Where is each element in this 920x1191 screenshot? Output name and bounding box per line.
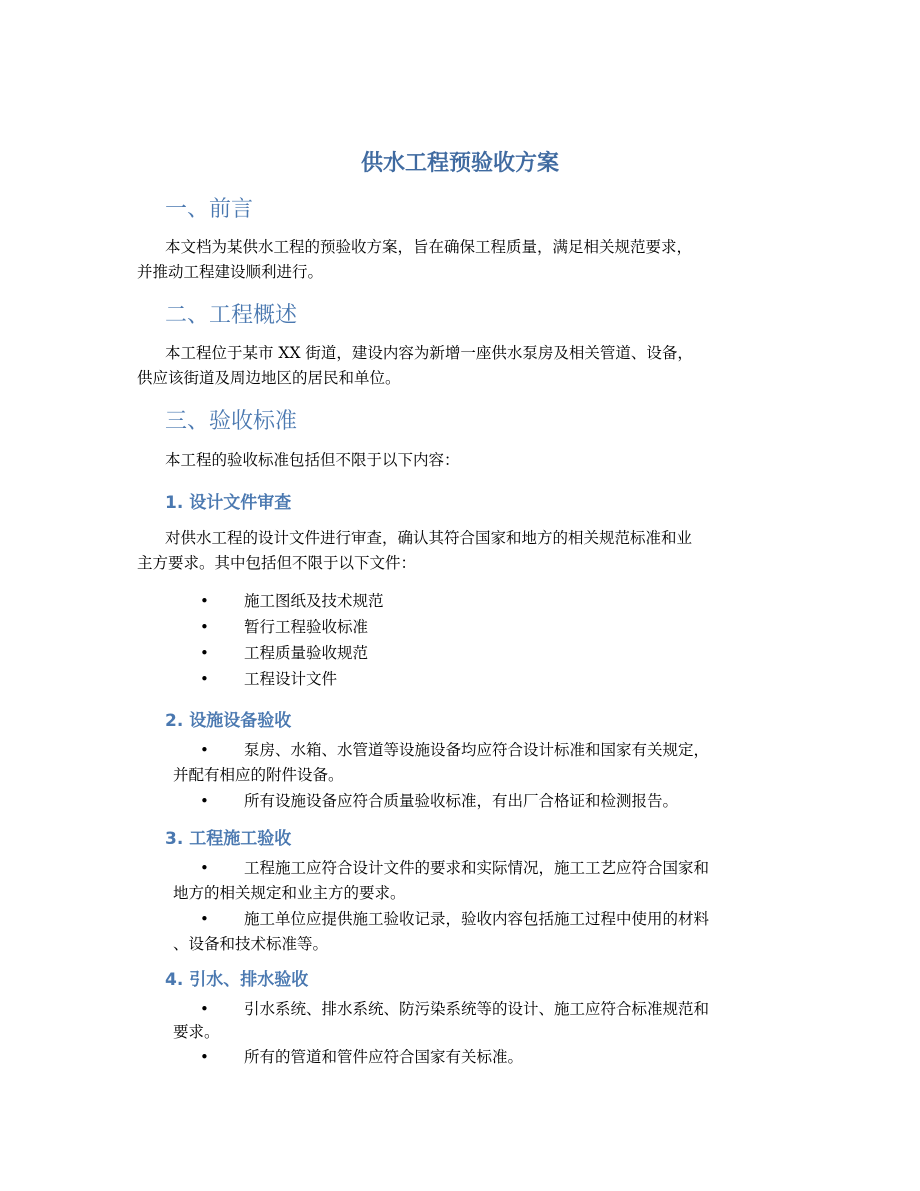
paragraph-line: 对供水工程的设计文件进行审查，确认其符合国家和地方的相关规范标准和业	[165, 529, 693, 547]
list-item: 泵房、水箱、水管道等设施设备均应符合设计标准和国家有关规定，	[244, 741, 710, 759]
paragraph-line: 主方要求。其中包括但不限于以下文件：	[137, 554, 417, 572]
list-item: 引水系统、排水系统、防污染系统等的设计、施工应符合标准规范和	[244, 1000, 710, 1018]
paragraph-line: 本工程的验收标准包括但不限于以下内容：	[165, 451, 460, 469]
list-item: 工程施工应符合设计文件的要求和实际情况，施工工艺应符合国家和	[244, 859, 710, 877]
subsection-heading-design-review: 1. 设计文件审查	[165, 493, 292, 513]
bullet-icon: •	[200, 618, 209, 636]
bullet-icon: •	[200, 910, 209, 928]
list-item-continuation: 要求。	[173, 1023, 220, 1041]
document-title: 供水工程预验收方案	[360, 151, 559, 176]
section-heading-preface: 一、前言	[165, 197, 254, 222]
section-heading-overview: 二、工程概述	[165, 303, 298, 328]
subsection-heading-water-drainage-acceptance: 4. 引水、排水验收	[165, 970, 309, 990]
paragraph-line: 供应该街道及周边地区的居民和单位。	[137, 369, 401, 387]
list-item-continuation: 、设备和技术标准等。	[173, 935, 329, 953]
bullet-icon: •	[200, 1000, 209, 1018]
bullet-icon: •	[200, 644, 209, 662]
bullet-icon: •	[200, 792, 209, 810]
bullet-icon: •	[200, 1048, 209, 1066]
paragraph-line: 并推动工程建设顺利进行。	[137, 263, 324, 281]
list-item: 施工图纸及技术规范	[244, 592, 384, 610]
bullet-icon: •	[200, 592, 209, 610]
list-item-continuation: 地方的相关规定和业主方的要求。	[173, 884, 406, 902]
paragraph-line: 本工程位于某市 XX 街道，建设内容为新增一座供水泵房及相关管道、设备，	[165, 344, 693, 362]
bullet-icon: •	[200, 670, 209, 688]
list-item: 工程质量验收规范	[244, 644, 369, 662]
bullet-icon: •	[200, 741, 209, 759]
list-item-continuation: 并配有相应的附件设备。	[173, 766, 344, 784]
bullet-icon: •	[200, 859, 209, 877]
list-item: 所有的管道和管件应符合国家有关标准。	[244, 1048, 524, 1066]
list-item: 工程设计文件	[244, 670, 338, 688]
list-item: 施工单位应提供施工验收记录，验收内容包括施工过程中使用的材料	[244, 910, 710, 928]
list-item: 所有设施设备应符合质量验收标准，有出厂合格证和检测报告。	[244, 792, 679, 810]
subsection-heading-facility-acceptance: 2. 设施设备验收	[165, 711, 292, 731]
paragraph-line: 本文档为某供水工程的预验收方案，旨在确保工程质量，满足相关规范要求，	[165, 238, 693, 256]
subsection-heading-construction-acceptance: 3. 工程施工验收	[165, 829, 292, 849]
section-heading-standards: 三、验收标准	[165, 409, 298, 434]
list-item: 暂行工程验收标准	[244, 618, 369, 636]
